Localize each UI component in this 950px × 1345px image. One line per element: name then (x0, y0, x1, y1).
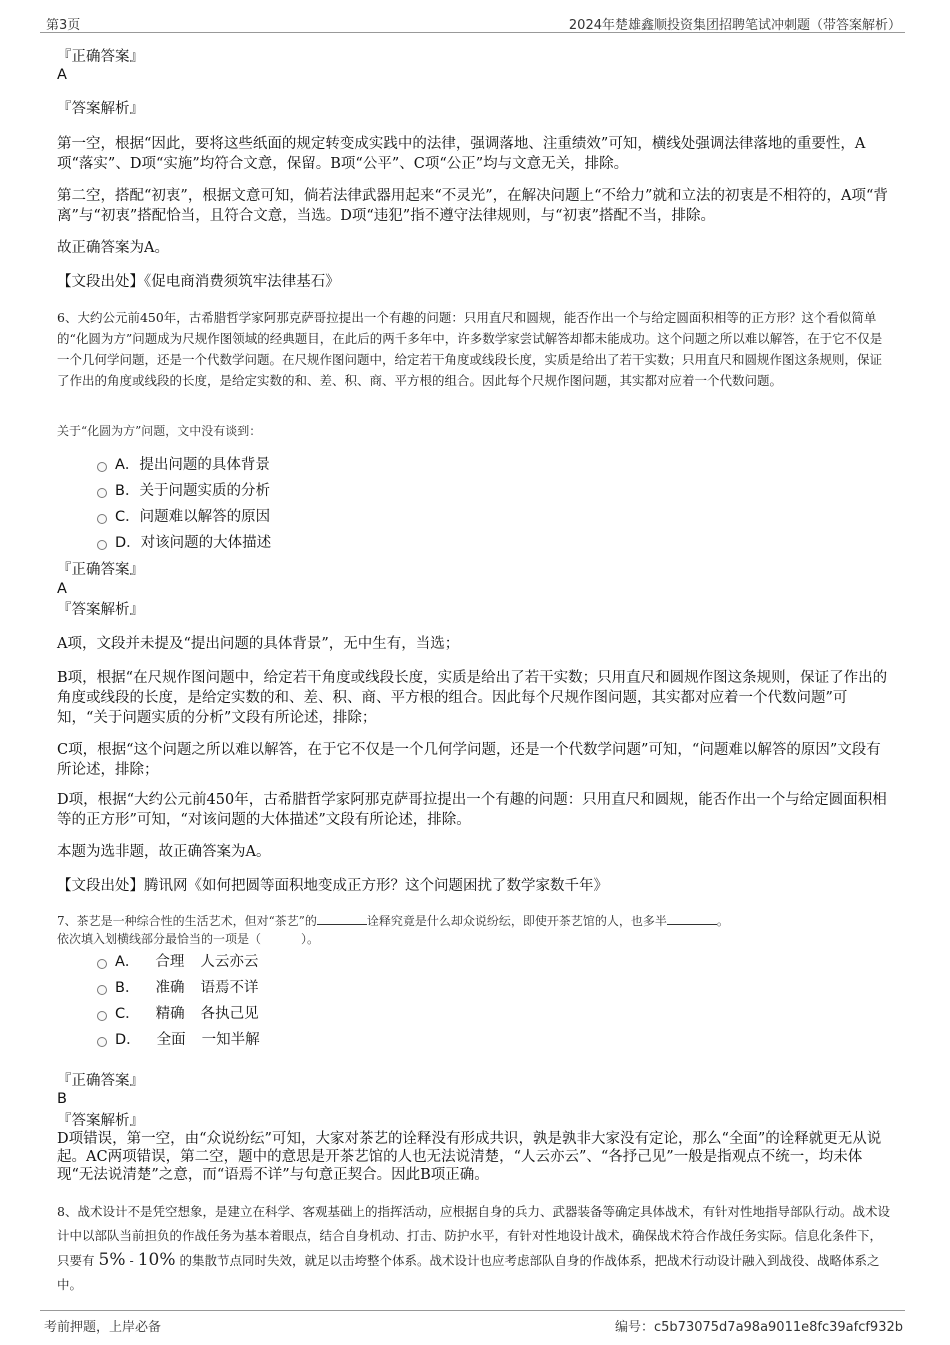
fill-blank (667, 912, 717, 925)
option-key: A． (115, 457, 140, 473)
q6-answer: A (57, 581, 67, 597)
q5-source: 【文段出处】《促电商消费须筑牢法律基石》 (57, 274, 340, 290)
q6-stem: 6、大约公元前450年，古希腊哲学家阿那克萨哥拉提出一个有趣的问题：只用直尺和圆规，能否作出一个与给定圆面积相等的正方形？这个看似简单的“化圆为方”问题成为尺规作图领域的经典题目，在此后的两千多年中，许多数学家尝试解答却都未能成功。这个问题之所以难以解答，在于它不仅是一个几何学问题，还是一个代数学问题。在尺规作图问题中，给定若干角度或线段长度，实质是给出了若干实数；只用直尺和圆规作图这条规则，保证了作出的角度或线段的长度，是给定实数的和、差、积、商、平方根的组合。因此每个尺规作图问题，其实都对应着一个代数问题。 (57, 310, 883, 388)
option-key: C． (115, 509, 140, 525)
radio-icon[interactable] (97, 540, 107, 550)
q7-analysis: D项错误，第一空，由“众说纷纭”可知，大家对茶艺的诠释没有形成共识，孰是孰非大家没有定论，那么“全面”的诠释就更无从说起。AC两项错误，第二空，题中的意思是开茶艺馆的人也无法说清楚，“人云亦云”、“各抒己见”一般是指观点不统一，均未体现“无法说清楚”之意，而“语焉不详”与句意正契合。因此B项正确。 (57, 1131, 882, 1183)
q6-option-a[interactable] (97, 456, 270, 474)
q7-prompt: 依次填入划横线部分最恰当的一项是（ ）。 (57, 932, 320, 946)
q7-option-a[interactable] (97, 953, 258, 971)
option-word-1: 精确 (155, 1006, 185, 1022)
page-number: 第3页 (46, 18, 81, 33)
page-header (40, 8, 905, 33)
q6-source: 【文段出处】腾讯网《如何把圆等面积地变成正方形？这个问题困扰了数学家数千年》 (57, 878, 608, 894)
radio-icon[interactable] (97, 985, 107, 995)
q6-answer-label: 『正确答案』 (57, 562, 144, 578)
option-word-1: 合理 (155, 954, 185, 970)
radio-icon[interactable] (97, 959, 107, 969)
q6-analysis-d: D项，根据“大约公元前450年，古希腊哲学家阿那克萨哥拉提出一个有趣的问题：只用直尺和圆规，能否作出一个与给定圆面积相等的正方形”可知，“对该问题的大体描述”文段有所论述，排除。 (57, 792, 887, 828)
q5-analysis-p3: 故正确答案为A。 (57, 240, 169, 256)
q7-option-c[interactable] (97, 1005, 259, 1023)
option-text: 对该问题的大体描述 (140, 535, 272, 551)
q6-analysis-label: 『答案解析』 (57, 602, 144, 618)
radio-icon[interactable] (97, 1037, 107, 1047)
radio-icon[interactable] (97, 514, 107, 524)
document-id: 编号：c5b73075d7a98a9011e8fc39afcf932b (615, 1320, 903, 1335)
q7-option-b[interactable] (97, 979, 258, 997)
radio-icon[interactable] (97, 1011, 107, 1021)
option-word-2: 人云亦云 (200, 954, 259, 970)
q5-answer-label: 『正确答案』 (57, 49, 144, 65)
radio-icon[interactable] (97, 488, 107, 498)
q6-analysis-c: C项，根据“这个问题之所以难以解答，在于它不仅是一个几何学问题，还是一个代数学问题”可知，“问题难以解答的原因”文段有所论述，排除； (57, 742, 881, 778)
fill-blank (317, 912, 367, 925)
q7-stem: 7、茶艺是一种综合性的生活艺术，但对“茶艺”的 诠释究竟是什么却众说纷纭，即使开茶艺馆的人，也多半 。 (57, 914, 729, 928)
option-key: B． (115, 980, 140, 996)
option-key: D． (115, 535, 141, 551)
radio-icon[interactable] (97, 462, 107, 472)
document-title: 2024年楚雄鑫顺投资集团招聘笔试冲刺题（带答案解析） (568, 18, 901, 33)
option-key: B． (115, 483, 140, 499)
q6-conclusion: 本题为选非题，故正确答案为A。 (57, 844, 271, 860)
option-word-2: 语焉不详 (200, 980, 259, 996)
percent-value: 5% (98, 1250, 126, 1270)
percent-value: 10% (137, 1250, 176, 1270)
option-text: 提出问题的具体背景 (139, 457, 270, 473)
q5-answer: A (57, 67, 67, 83)
q7-answer-label: 『正确答案』 (57, 1073, 144, 1089)
q6-analysis-a: A项，文段并未提及“提出问题的具体背景”，无中生有，当选； (57, 636, 460, 652)
q5-analysis-label: 『答案解析』 (57, 101, 144, 117)
option-text: 问题难以解答的原因 (139, 509, 271, 525)
footer-slogan: 考前押题，上岸必备 (44, 1320, 162, 1335)
option-key: A． (115, 954, 140, 970)
option-key: C． (115, 1006, 140, 1022)
option-word-1: 全面 (156, 1032, 186, 1048)
option-word-2: 各执己见 (200, 1006, 259, 1022)
q6-analysis-b: B项，根据“在尺规作图问题中，给定若干角度或线段长度，实质是给出了若干实数；只用直尺和圆规作图这条规则，保证了作出的角度或线段的长度，是给定实数的和、差、积、商、平方根的组合。因此每个尺规作图问题，其实都对应着一个代数问题”可知，“关于问题实质的分析”文段有所论述，排除； (57, 670, 888, 726)
q7-analysis-label: 『答案解析』 (57, 1113, 144, 1129)
option-word-1: 准确 (155, 980, 185, 996)
option-text: 关于问题实质的分析 (139, 483, 270, 499)
q5-analysis-p2: 第二空，搭配“初衷”，根据文意可知，倘若法律武器用起来“不灵光”，在解决问题上“不给力”就和立法的初衷是不相符的，A项“背离”与“初衷”搭配恰当，且符合文意，当选。D项“违犯”指不遵守法律规则，与“初衷”搭配不当，排除。 (57, 188, 888, 224)
q6-prompt: 关于“化圆为方”问题，文中没有谈到： (57, 424, 262, 438)
option-key: D． (115, 1032, 141, 1048)
option-word-2: 一知半解 (201, 1032, 260, 1048)
q5-analysis-p1: 第一空，根据“因此，要将这些纸面的规定转变成实践中的法律，强调落地、注重绩效”可知，横线处强调法律落地的重要性，A项“落实”、D项“实施”均符合文意，保留。B项“公平”、C项“公正”均与文意无关，排除。 (57, 136, 866, 172)
q6-option-c[interactable] (97, 508, 270, 526)
q6-option-d[interactable] (97, 534, 271, 552)
page-footer (40, 1310, 905, 1341)
q7-option-d[interactable] (97, 1031, 260, 1049)
q7-answer: B (57, 1091, 67, 1107)
q8-stem: 8、战术设计不是凭空想象，是建立在科学、客观基础上的指挥活动，应根据自身的兵力、武器装备等确定具体战术，有针对性地指导部队行动。战术设计中以部队当前担负的作战任务为基本着眼点，结合自身机动、打击、防护水平，有针对性地设计战术，确保战术符合作战任务实际。信息化条件下，只要有 5% - 10% 的集散节点同时失效，就足以击垮整个体系。战术设计也应考虑部队自身的作战体系，把战术行动设计融入到战役、战略体系之中。 (57, 1204, 890, 1292)
q6-option-b[interactable] (97, 482, 270, 500)
